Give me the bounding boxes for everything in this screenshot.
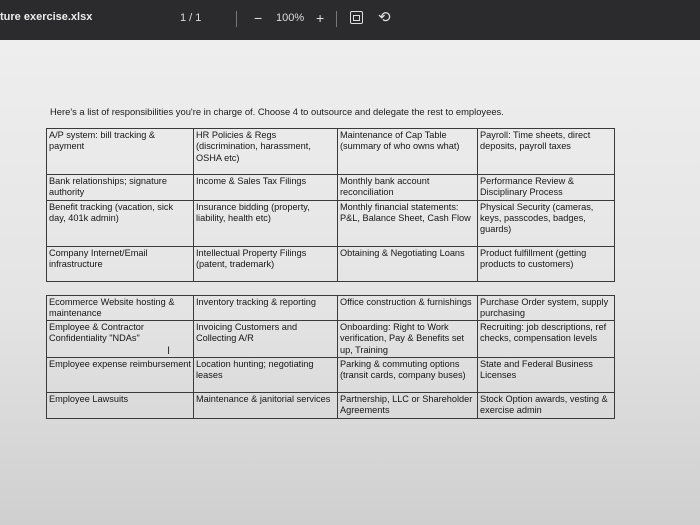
zoom-out-button[interactable]: − [254,10,263,26]
spacer-cell [478,281,615,295]
spacer-cell [338,281,478,295]
document-page [0,40,700,525]
table-cell[interactable]: Invoicing Customers and Collecting A/R [194,321,338,358]
table-cell[interactable]: Physical Security (cameras, keys, passcodes, badges, guards) [478,200,615,246]
table-cell[interactable]: Employee & Contractor Confidentiality "NDAs" [47,321,194,358]
table-spacer-row [47,281,615,295]
table-cell[interactable]: A/P system: bill tracking & payment [47,129,194,175]
table-cell[interactable]: Stock Option awards, vesting & exercise admin [478,393,615,419]
viewer-toolbar [0,0,700,40]
table-cell[interactable]: Employee Lawsuits [47,393,194,419]
table-cell[interactable]: Ecommerce Website hosting & maintenance [47,295,194,321]
table-cell[interactable]: Obtaining & Negotiating Loans [338,246,478,281]
spacer-cell [194,281,338,295]
text-cursor-icon: I [167,345,171,357]
table-cell[interactable]: HR Policies & Regs (discrimination, harassment, OSHA etc) [194,129,338,175]
table-cell[interactable]: State and Federal Business Licenses [478,358,615,393]
table-cell[interactable]: Parking & commuting options (transit cards, company buses) [338,358,478,393]
table-cell[interactable]: Insurance bidding (property, liability, health etc) [194,200,338,246]
page-indicator[interactable]: 1 / 1 [180,12,202,24]
table-row [47,393,615,419]
table-row [47,321,615,358]
fit-page-icon[interactable] [350,11,363,24]
table-cell[interactable]: Payroll: Time sheets, direct deposits, payroll taxes [478,129,615,175]
table-cell[interactable]: Inventory tracking & reporting [194,295,338,321]
table-row [47,175,615,201]
table-cell[interactable]: Employee expense reimbursement [47,358,194,393]
table-cell[interactable]: Company Internet/Email infrastructure [47,246,194,281]
table-cell[interactable]: Purchase Order system, supply purchasing [478,295,615,321]
table-cell[interactable]: Maintenance of Cap Table (summary of who owns what) [338,129,478,175]
table-cell[interactable]: Office construction & furnishings [338,295,478,321]
toolbar-divider [336,11,337,27]
table-cell[interactable]: Monthly bank account reconciliation [338,175,478,201]
zoom-in-button[interactable]: + [316,10,325,26]
toolbar-divider [236,11,237,27]
table-row [47,295,615,321]
rotate-icon[interactable]: ⟲ [378,9,391,26]
instructions-text: Here's a list of responsibilities you're in charge of. Choose 4 to outsource and delegate the rest to employees. [50,106,504,117]
table-cell[interactable]: Monthly financial statements: P&L, Balance Sheet, Cash Flow [338,200,478,246]
table-row [47,358,615,393]
table-cell[interactable]: Maintenance & janitorial services [194,393,338,419]
file-title: ture exercise.xlsx [0,11,93,23]
responsibilities-table [46,128,615,419]
table-cell[interactable]: Recruiting: job descriptions, ref checks, compensation levels [478,321,615,358]
table-cell[interactable]: Performance Review & Disciplinary Process [478,175,615,201]
table-cell[interactable]: Product fulfillment (getting products to customers) [478,246,615,281]
table-cell[interactable]: Onboarding: Right to Work verification, Pay & Benefits set up, Training [338,321,478,358]
spacer-cell [47,281,194,295]
table-cell[interactable]: Location hunting; negotiating leases [194,358,338,393]
table-cell[interactable]: Intellectual Property Filings (patent, trademark) [194,246,338,281]
table-cell[interactable]: Partnership, LLC or Shareholder Agreements [338,393,478,419]
table-cell[interactable]: Income & Sales Tax Filings [194,175,338,201]
responsibilities-body [47,129,615,419]
table-cell[interactable]: Bank relationships; signature authority [47,175,194,201]
table-row [47,246,615,281]
zoom-level[interactable]: 100% [276,12,305,24]
table-row [47,200,615,246]
table-cell[interactable]: Benefit tracking (vacation, sick day, 401k admin) [47,200,194,246]
table-row [47,129,615,175]
